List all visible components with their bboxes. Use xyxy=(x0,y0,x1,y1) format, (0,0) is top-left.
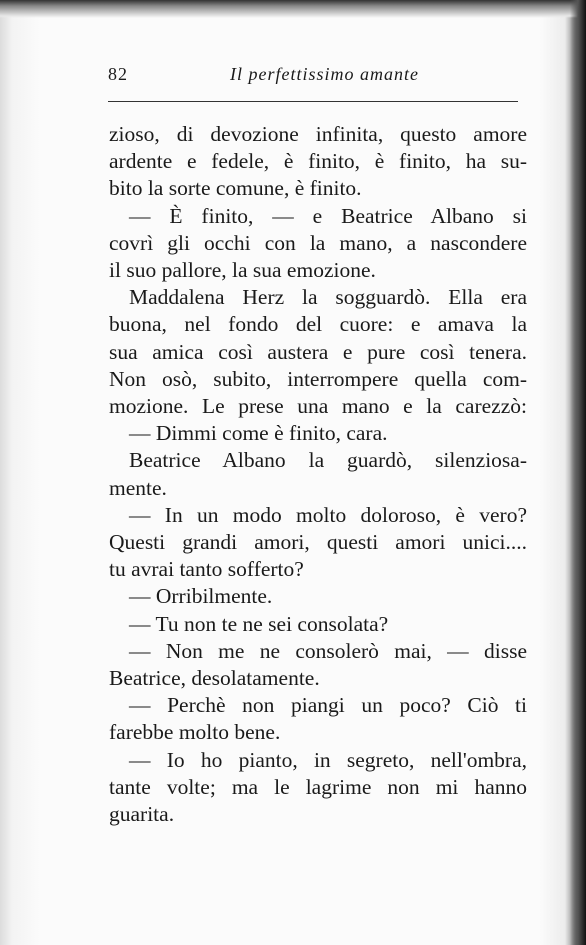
text-line: tante volte; ma le lagrime non mi hanno xyxy=(109,774,527,799)
text-line: il suo pallore, la sua emozione. xyxy=(109,258,376,283)
running-title: Il perfettissimo amante xyxy=(230,64,419,84)
text-line: bito la sorte comune, è finito. xyxy=(109,176,362,201)
text-line: Beatrice, desolatamente. xyxy=(109,666,320,691)
text-line: zioso, di devozione infinita, questo amore xyxy=(109,122,527,146)
text-line: Questi grandi amori, questi amori unici.... xyxy=(109,530,527,555)
text-line: Beatrice Albano la guardò, silenziosa- xyxy=(129,448,527,473)
text-line: farebbe molto bene. xyxy=(109,720,281,745)
text-line: — Non me ne consolerò mai, — disse xyxy=(129,638,527,663)
text-line: Non osò, subito, interrompere quella com- xyxy=(109,366,527,391)
text-line: buona, nel fondo del cuore: e amava la xyxy=(109,312,527,337)
text-line: Maddalena Herz la sogguardò. Ella era xyxy=(129,285,527,310)
text-line: — Orribilmente. xyxy=(129,584,273,609)
page-header xyxy=(108,62,518,90)
text-line: sua amica così austera e pure così tenera. xyxy=(109,339,527,364)
text-line: mente. xyxy=(109,475,167,500)
text-line: — Tu non te ne sei consolata? xyxy=(129,611,389,636)
page-number: 82 xyxy=(108,64,128,84)
body-text xyxy=(109,121,527,828)
top-shadow xyxy=(0,0,586,18)
text-line: — Perchè non piangi un poco? Ciò ti xyxy=(129,693,527,718)
text-line: — Io ho pianto, in segreto, nell'ombra, xyxy=(129,747,527,772)
text-line: covrì gli occhi con la mano, a nascondere xyxy=(109,230,527,255)
header-rule xyxy=(108,101,518,102)
page-edge-shadow xyxy=(570,0,586,945)
text-line: tu avrai tanto sofferto? xyxy=(109,557,304,582)
text-line: — Dimmi come è finito, cara. xyxy=(129,421,388,446)
text-line: — È finito, — e Beatrice Albano si xyxy=(129,203,527,228)
text-line: ardente e fedele, è finito, è finito, ha su- xyxy=(109,149,527,174)
text-line: mozione. Le prese una mano e la carezzò: xyxy=(109,394,527,419)
text-line: guarita. xyxy=(109,802,175,827)
text-line: — In un modo molto doloroso, è vero? xyxy=(129,502,527,527)
